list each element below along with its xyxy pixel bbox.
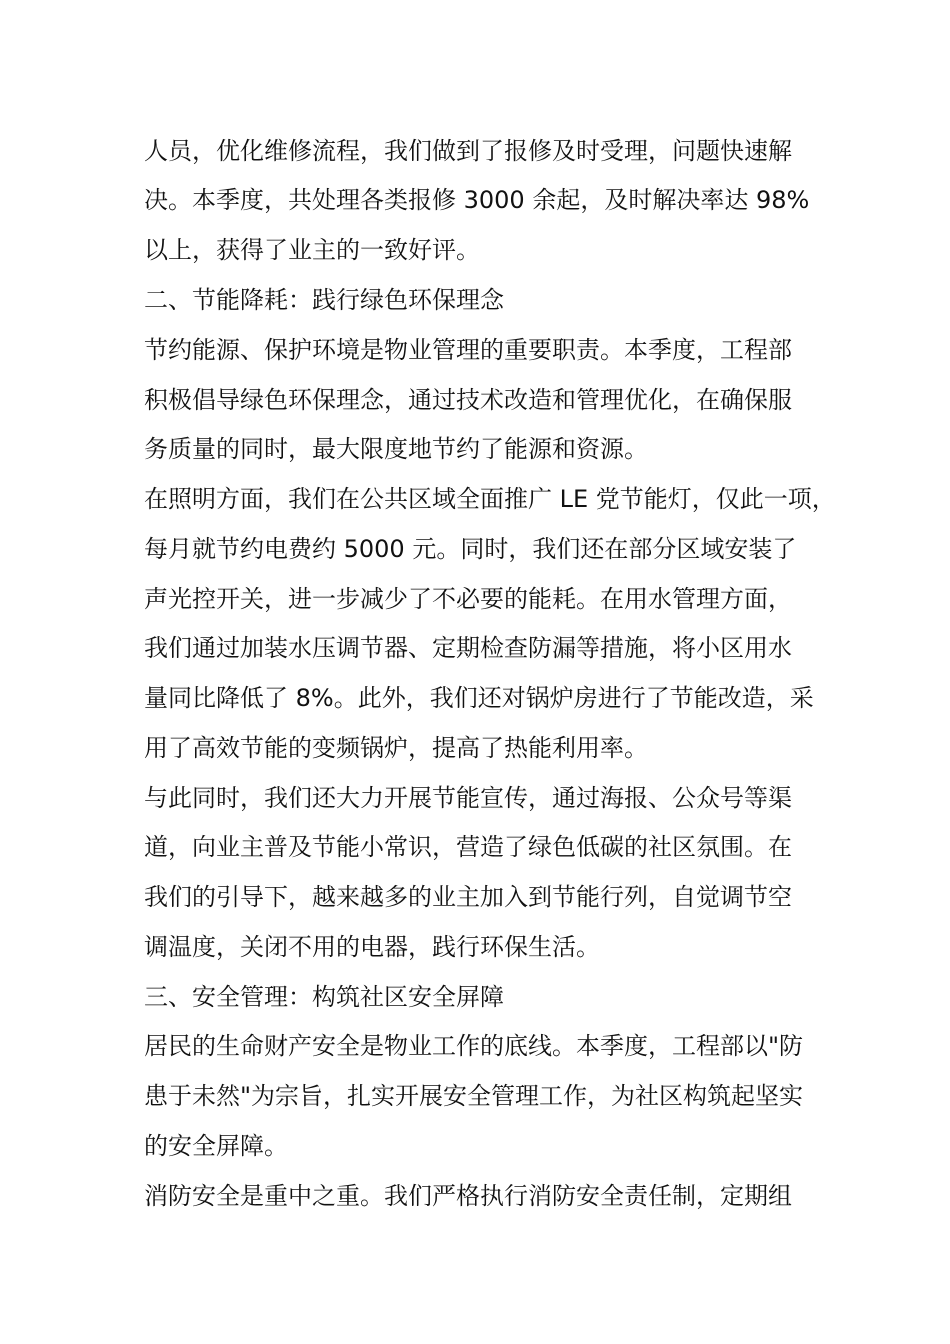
- text-line: 患于未然"为宗旨，扎实开展安全管理工作，为社区构筑起坚实: [144, 1082, 804, 1110]
- text-line: 声光控开关，进一步减少了不必要的能耗。在用水管理方面，: [144, 585, 792, 613]
- section-heading-safety: 三、安全管理：构筑社区安全屏障: [144, 983, 504, 1011]
- text-line: 以上，获得了业主的一致好评。: [144, 236, 480, 264]
- text-line: 节约能源、保护环境是物业管理的重要职责。本季度，工程部: [144, 336, 792, 364]
- text-line: 用了高效节能的变频锅炉，提高了热能利用率。: [144, 734, 648, 762]
- text-line: 在照明方面，我们在公共区域全面推广 LE 党节能灯，仅此一项，: [144, 485, 836, 513]
- text-line: 我们的引导下，越来越多的业主加入到节能行列，自觉调节空: [144, 883, 792, 911]
- text-line: 每月就节约电费约 5000 元。同时，我们还在部分区域安装了: [144, 535, 797, 563]
- text-line: 我们通过加装水压调节器、定期检查防漏等措施，将小区用水: [144, 634, 792, 662]
- section-heading-energy: 二、节能降耗：践行绿色环保理念: [144, 286, 504, 314]
- text-line: 决。本季度，共处理各类报修 3000 余起，及时解决率达 98%: [144, 186, 810, 214]
- text-line: 务质量的同时，最大限度地节约了能源和资源。: [144, 435, 648, 463]
- text-line: 与此同时，我们还大力开展节能宣传，通过海报、公众号等渠: [144, 784, 792, 812]
- text-line: 消防安全是重中之重。我们严格执行消防安全责任制，定期组: [144, 1182, 792, 1210]
- text-line: 量同比降低了 8%。此外，我们还对锅炉房进行了节能改造，采: [144, 684, 814, 712]
- text-line: 居民的生命财产安全是物业工作的底线。本季度，工程部以"防: [144, 1032, 804, 1060]
- text-line: 调温度，关闭不用的电器，践行环保生活。: [144, 933, 600, 961]
- text-line: 积极倡导绿色环保理念，通过技术改造和管理优化，在确保服: [144, 386, 792, 414]
- text-line: 道，向业主普及节能小常识，营造了绿色低碳的社区氛围。在: [144, 833, 792, 861]
- text-line: 的安全屏障。: [144, 1132, 288, 1160]
- text-line: 人员，优化维修流程，我们做到了报修及时受理，问题快速解: [144, 137, 792, 165]
